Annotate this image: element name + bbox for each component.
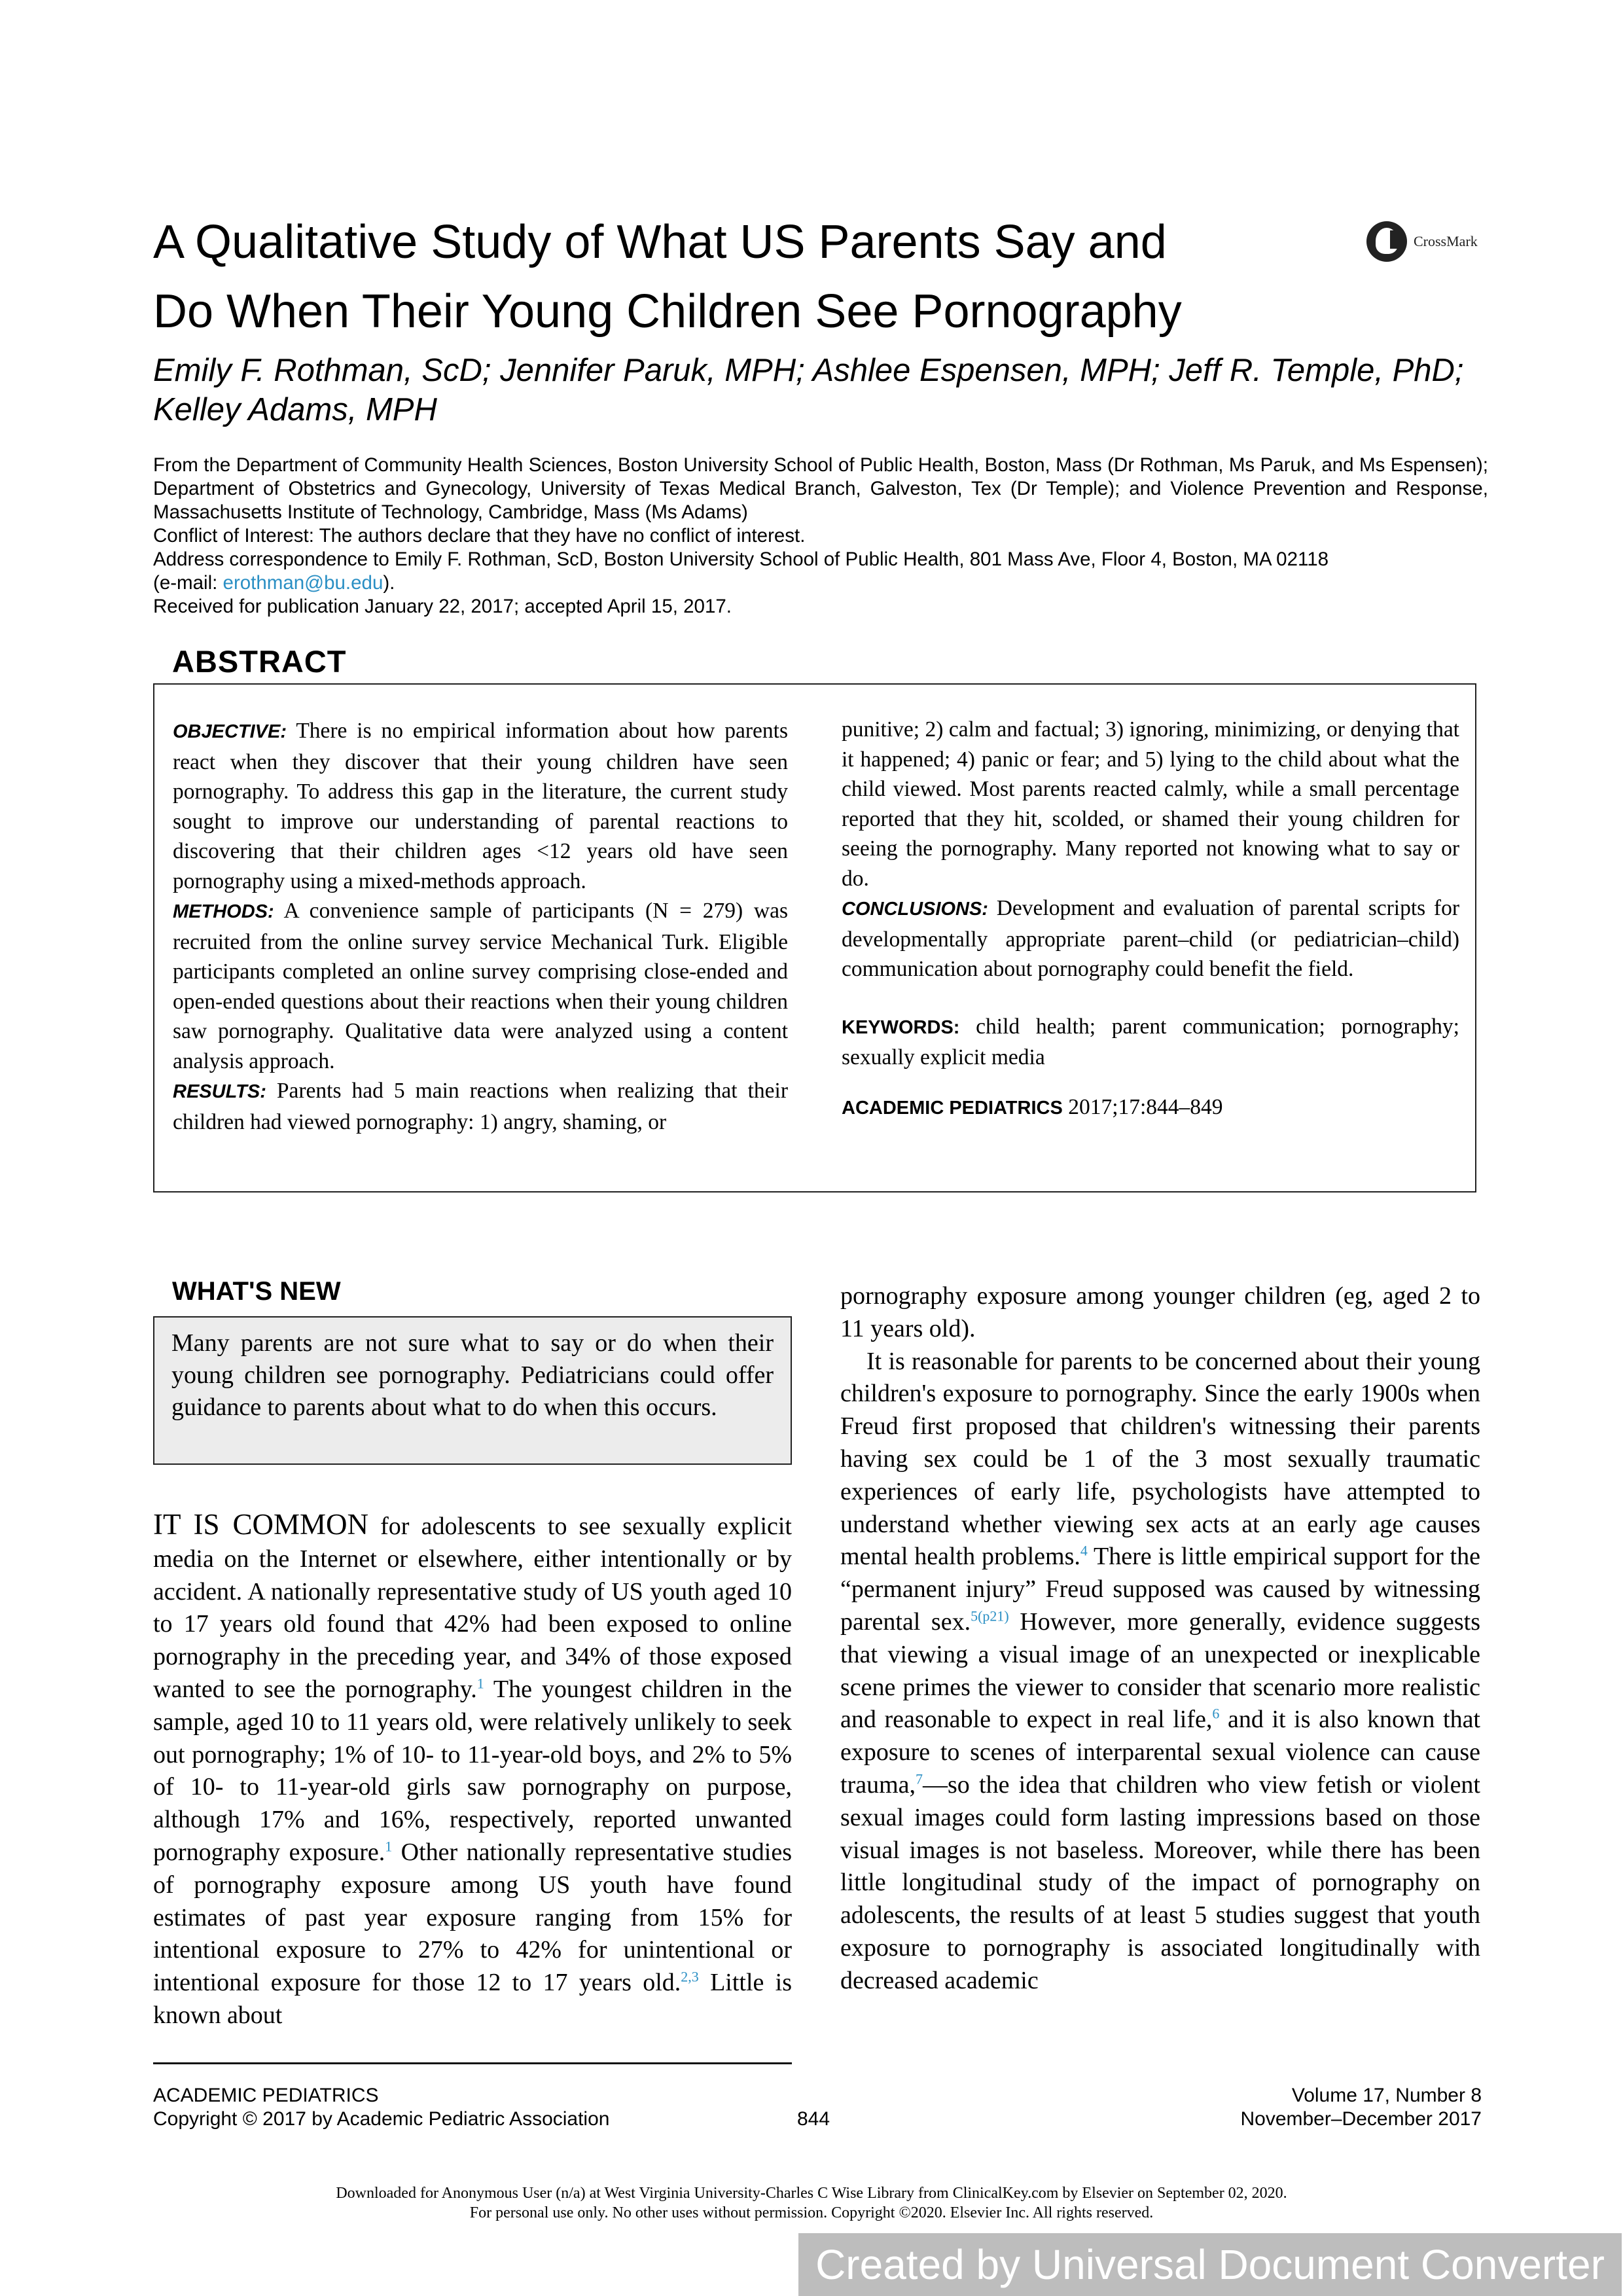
body-left-column — [153, 1509, 792, 2032]
correspondence-address: Address correspondence to Emily F. Rothman, ScD, Boston University School of Public Health, 801 Mass Ave, Floor 4, Boston, MA 02118 — [153, 548, 1329, 570]
footer-left — [153, 2084, 609, 2131]
author-list — [153, 351, 1488, 429]
download-note — [0, 2183, 1623, 2223]
body-paragraph: It is reasonable for parents to be concerned about their young children's exposure to pornography. Since the early 1900s when Freud first proposed that children's witnessing their parents having sex could be 1 of the 3 most sexually traumatic experiences of early life, psychologists have attempted to understand whether viewing sex acts at an early age causes mental health problems.$^4$ There is little empirical support for the “permanent injury” Freud supposed was caused by witnessing parental sex.$^{5(p21)}$ However, more generally, evidence suggests that viewing a visual image of an unexpected or inexplicable scene primes the viewer to consider that scenario more realistic and reasonable to expect in real life,$^6$ and it is also known that exposure to scenes of interparental sexual violence can cause trauma,$^7$—so the idea that children who view fetish or violent sexual images could form lasting impressions based on those visual images is not baseless. Moreover, while there has been little longitudinal study of the impact of pornography on adolescents, the results of at least 5 studies suggest that youth exposure to pornography is associated longitudinally with decreased academic — [840, 1347, 1480, 1994]
footer-journal: ACADEMIC PEDIATRICS — [153, 2085, 379, 2106]
reference-link[interactable]: 7 — [916, 1770, 923, 1787]
abstract-results-continued: punitive; 2) calm and factual; 3) ignoring, minimizing, or denying that it happened; 4) panic or fear; and 5) lying to the child about what the child viewed. Most parents reacted calmly, while a small percentage reported that they hit, scolded, or shamed their young children for seeing the pornography. Many reported not knowing what to say or do. — [842, 717, 1459, 891]
abstract-keywords: KEYWORDS: child health; parent communication; pornography; sexually explicit media — [842, 1014, 1459, 1069]
crossmark-badge[interactable] — [1366, 221, 1484, 264]
abstract-heading: ABSTRACT — [172, 644, 347, 679]
body-right-column — [840, 1280, 1480, 1998]
reference-link[interactable]: 5(p21) — [971, 1607, 1009, 1624]
abstract-objective: OBJECTIVE: There is no empirical information about how parents react when they discover that their young children have seen pornography. To address this gap in the literature, the current study sought to improve our understanding of parental reactions to discovering that their children ages <12 years old have seen pornography using a mixed-methods approach. — [173, 719, 788, 893]
intro-paragraph: IT IS COMMON for adolescents to see sexually explicit media on the Internet or elsewhere, either intentionally or by accident. A nationally representative study of US youth aged 10 to 17 years old found that 42% had been exposed to online pornography in the preceding year, and 34% of those exposed wanted to see the pornography.$^1$ The youngest children in the sample, aged 10 to 11 years old, were relatively unlikely to seek out pornography; 1% of 10- to 11-year-old boys, and 2% to 5% of 10- to 11-year-old girls saw pornography on purpose, although 17% and 16%, respectively, reported unwanted pornography exposure.$^1$ Other nationally representative studies of pornography exposure among US youth have found estimates of past year exposure ranging from 15% for intentional exposure to 27% to 42% for unintentional or intentional exposure for those 12 to 17 years old.$^{2,3}$ Little is known about — [153, 1508, 793, 2029]
title-line-1: A Qualitative Study of What US Parents Say and — [153, 216, 1167, 268]
abstract-right-column — [842, 715, 1459, 1123]
abstract-conclusions: CONCLUSIONS: Development and evaluation of parental scripts for developmentally appropriate parent–child (or pediatrician–child) communication about pornography could benefit the field. — [842, 896, 1459, 981]
article-title — [153, 207, 1266, 346]
footer-date: November–December 2017 — [1240, 2108, 1482, 2130]
reference-link[interactable]: 6 — [1212, 1705, 1220, 1722]
abstract-left-column — [173, 716, 788, 1137]
reference-link[interactable]: 4 — [1080, 1542, 1088, 1559]
authors-line-2: Kelley Adams, MPH — [153, 392, 437, 427]
reference-link[interactable]: 2,3 — [681, 1968, 699, 1985]
reference-link[interactable]: 1 — [385, 1838, 393, 1855]
body-paragraph-continued: pornography exposure among younger children (eg, aged 2 to 11 years old). — [840, 1282, 1480, 1342]
abstract-citation: ACADEMIC PEDIATRICS 2017;17:844–849 — [842, 1094, 1223, 1119]
crossmark-icon — [1366, 221, 1407, 262]
footer-right — [1240, 2084, 1482, 2131]
correspondence-email: (e-mail: erothman@bu.edu). — [153, 572, 395, 594]
reference-link[interactable]: 1 — [476, 1675, 484, 1692]
affiliation-from: From the Department of Community Health Sciences, Boston University School of Public Health, Boston, Mass (Dr Rothman, Ms Paruk, and Ms Espensen); Department of Obstetrics and Gynecology, University of Texas Medical Branch, Galveston, Tex (Dr Temple); and Violence Prevention and Response, Massachusetts Institute of Technology, Cambridge, Mass (Ms Adams) — [153, 454, 1488, 523]
whats-new-heading: WHAT'S NEW — [172, 1277, 341, 1306]
footer-copyright: Copyright © 2017 by Academic Pediatric Association — [153, 2108, 610, 2130]
abstract-results: RESULTS: Parents had 5 main reactions when realizing that their children had viewed pornography: 1) angry, shaming, or — [173, 1079, 788, 1134]
converter-watermark: Created by Universal Document Converter — [798, 2233, 1622, 2296]
download-note-line-1: Downloaded for Anonymous User (n/a) at West Virginia University-Charles C Wise Library from ClinicalKey.com by Elsevier on September 02, 2020. — [336, 2185, 1287, 2202]
whats-new-box: Many parents are not sure what to say or do when their young children see pornography. Pediatricians could offer guidance to parents about what to do when this occurs. — [153, 1316, 792, 1465]
authors-line-1: Emily F. Rothman, ScD; Jennifer Paruk, MPH; Ashlee Espensen, MPH; Jeff R. Temple, PhD; — [153, 353, 1464, 388]
abstract-methods: METHODS: A convenience sample of participants (N = 279) was recruited from the online survey service Mechanical Turk. Eligible participants completed an online survey comprising close-ended and open-ended questions about their reactions when their young children saw pornography. Qualitative data were analyzed using a content analysis approach. — [173, 899, 788, 1073]
email-link[interactable]: erothman@bu.edu — [223, 572, 383, 594]
conflict-of-interest: Conflict of Interest: The authors declare that they have no conflict of interest. — [153, 525, 806, 547]
crossmark-label: CrossMark — [1414, 233, 1478, 249]
footer-rule — [153, 2062, 792, 2064]
abstract-box — [153, 683, 1476, 1193]
intro-lead-in: IT IS COMMON — [153, 1508, 368, 1541]
title-line-2: Do When Their Young Children See Pornography — [153, 285, 1182, 338]
page-number: 844 — [797, 2108, 830, 2130]
footer-volume: Volume 17, Number 8 — [1291, 2085, 1482, 2106]
affiliation-block — [153, 454, 1488, 619]
download-note-line-2: For personal use only. No other uses without permission. Copyright ©2020. Elsevier Inc. All rights reserved. — [469, 2204, 1154, 2221]
received-date: Received for publication January 22, 2017; accepted April 15, 2017. — [153, 596, 732, 617]
